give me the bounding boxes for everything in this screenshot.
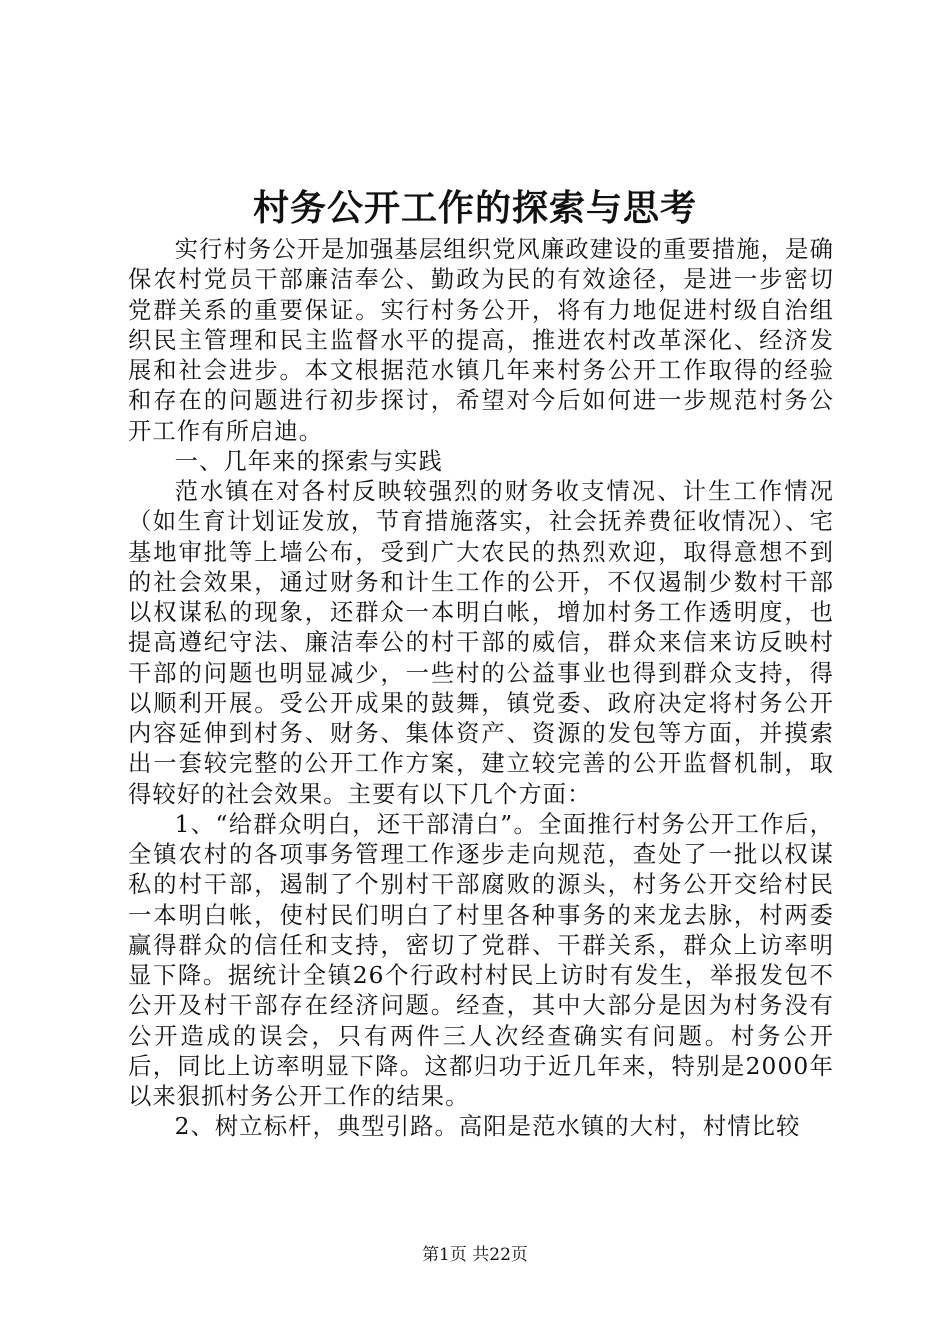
paragraph-point-2: 2、树立标杆，典型引路。高阳是范水镇的大村，村情比较 bbox=[174, 1113, 801, 1141]
page-footer: 第1页 共22页 bbox=[422, 1245, 528, 1265]
paragraph-point-1: 1、“给群众明白，还干部清白”。全面推行村务公开工作后，全镇农村的各项事务管理工作逐步走向规范，查处了一批以权谋私的村干部，遏制了个别村干部腐败的源头，村务公开交给村民一本明白帐，使村民们明白了村里各种事务的来龙去脉，村两委赢得群众的信任和支持，密切了党群、干群关系，群众上访率明显下降。据统计全镇26个行政村村民上访时有发生，举报发包不公开及村干部存在经济问题。经查，其中大部分是因为村务没有公开造成的误会，只有两件三人次经查确实有问题。村务公开后，同比上访率明显下降。这都归功于近几年来，特别是2000年以来狠抓村务公开工作的结果。 bbox=[128, 810, 834, 1110]
paragraph-intro: 实行村务公开是加强基层组织党风廉政建设的重要措施，是确保农村党员干部廉洁奉公、勤政为民的有效途径，是进一步密切党群关系的重要保证。实行村务公开，将有力地促进村级自治组织民主管理和民主监督水平的提高，推进农村改革深化、经济发展和社会进步。本文根据范水镇几年来村务公开工作取得的经验和存在的问题进行初步探讨，希望对今后如何进一步规范村务公开工作有所启迪。 bbox=[128, 236, 834, 445]
section-heading: 一、几年来的探索与实践 bbox=[174, 447, 443, 475]
document-body bbox=[128, 235, 834, 1143]
paragraph-practice: 范水镇在对各村反映较强烈的财务收支情况、计生工作情况（如生育计划证发放，节育措施落实，社会抚养费征收情况）、宅基地审批等上墙公布，受到广大农民的热烈欢迎，取得意想不到的社会效果，通过财务和计生工作的公开，不仅遏制少数村干部以权谋私的现象，还群众一本明白帐，增加村务工作透明度，也提高遵纪守法、廉洁奉公的村干部的威信，群众来信来访反映村干部的问题也明显减少，一些村的公益事业也得到群众支持，得以顺利开展。受公开成果的鼓舞，镇党委、政府决定将村务公开内容延伸到村务、财务、集体资产、资源的发包等方面，并摸索出一套较完整的公开工作方案，建立较完善的公开监督机制，取得较好的社会效果。主要有以下几个方面： bbox=[128, 478, 834, 808]
document-title: 村务公开工作的探索与思考 bbox=[252, 187, 697, 229]
